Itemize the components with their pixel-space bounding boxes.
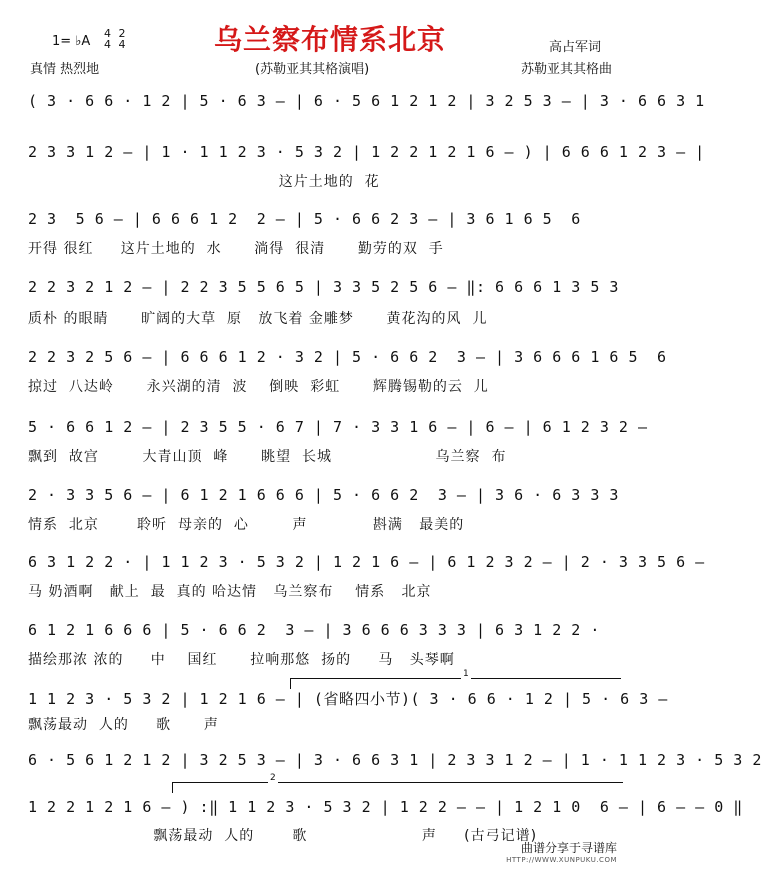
notes-line: 2 3 3 1 2 – | 1 · 1 1 2 3 · 5 3 2 | 1 2 2 1 2 1 6 – ) | 6 6 6 1 2 3 – | [28,143,705,161]
lyrics-line: 描绘那浓 浓的 中 国红 拉响那悠 扬的 马 头琴啊 [28,652,455,668]
volta-first-ending [290,669,621,689]
lyricist-credit: 高占军词 [549,40,602,55]
meter-2-4: 2 4 [118,27,126,51]
notes-line: 2 2 3 2 1 2 – | 2 2 3 5 5 6 5 | 3 3 5 2 5 6 – ‖: 6 6 6 1 3 5 3 [28,278,619,296]
notes-line: 2 3 5 6 – | 6 6 6 1 2 2 – | 5 · 6 6 2 3 – | 3 6 1 6 5 6 [28,210,581,228]
notes-line: 2 · 3 3 5 6 – | 6 1 2 1 6 6 6 | 5 · 6 6 2 3 – | 3 6 · 6 3 3 3 [28,486,619,504]
lyrics-line: 马 奶酒啊 献上 最 真的 哈达情 乌兰察布 情系 北京 [28,584,432,600]
composer-credit: 苏勒亚其其格曲 [521,62,613,77]
watermark [506,839,617,864]
notes-line: 6 · 5 6 1 2 1 2 | 3 2 5 3 – | 3 · 6 6 3 1 | 2 3 3 1 2 – | 1 · 1 1 2 3 · 5 3 2 [28,751,762,769]
key-signature: 1= ♭A [52,34,91,49]
lyrics-line: 开得 很红 这片土地的 水 淌得 很清 勤劳的双 手 [28,241,444,257]
notes-line: 6 3 1 2 2 · | 1 1 2 3 · 5 3 2 | 1 2 1 6 – | 6 1 2 3 2 – | 2 · 3 3 5 6 – [28,553,705,571]
notes-line: 1 1 2 3 · 5 3 2 | 1 2 1 6 – | (省略四小节)( 3 · 6 6 · 1 2 | 5 · 6 3 – [28,690,668,708]
lyrics-line: 飘到 故宫 大青山顶 峰 眺望 长城 乌兰察 布 [28,449,507,465]
lyrics-line: 掠过 八达岭 永兴湖的清 波 倒映 彩虹 辉腾锡勒的云 儿 [28,379,489,395]
watermark-url: HTTP://WWW.XUNPUKU.COM [506,856,617,864]
volta-number-1: 1 [463,669,469,679]
lyrics-line: 这片土地的 花 [28,174,380,190]
lyrics-line: 飘荡最动 人的 歌 声 [28,717,219,733]
watermark-title: 曲谱分享于寻谱库 [520,841,617,855]
meter-4-4: 4 4 [104,27,111,51]
lyrics-line: 质朴 的眼睛 旷阔的大草 原 放飞着 金雕梦 黄花沟的风 儿 [28,311,488,327]
tempo-marking: 真情 热烈地 [30,62,100,77]
notes-line: 5 · 6 6 1 2 – | 2 3 5 5 · 6 7 | 7 · 3 3 1 6 – | 6 – | 6 1 2 3 2 – [28,418,648,436]
lyrics-line [28,117,628,137]
volta-second-ending [172,773,623,793]
notes-line: ( 3 · 6 6 · 1 2 | 5 · 6 3 – | 6 · 5 6 1 2 1 2 | 3 2 5 3 – | 3 · 6 6 3 1 [28,92,705,110]
notes-line: 6 1 2 1 6 6 6 | 5 · 6 6 2 3 – | 3 6 6 6 3 3 3 | 6 3 1 2 2 · [28,621,600,639]
song-title: 乌兰察布情系北京 [213,23,446,56]
singer-credit: (苏勒亚其其格演唱) [255,62,370,77]
time-signature [104,28,130,50]
lyrics-line: 飘荡最动 人的 歌 声 (古弓记谱) [28,828,538,844]
volta-number-2: 2 [270,773,276,783]
notes-line: 1 2 2 1 2 1 6 – ) :‖ 1 1 2 3 · 5 3 2 | 1 2 2 – – | 1 2 1 0 6 – | 6 – – 0 ‖ [28,798,743,816]
notes-line: 2 2 3 2 5 6 – | 6 6 6 1 2 · 3 2 | 5 · 6 6 2 3 – | 3 6 6 6 1 6 5 6 [28,348,667,366]
lyrics-line: 情系 北京 聆听 母亲的 心 声 斟满 最美的 [28,517,465,533]
